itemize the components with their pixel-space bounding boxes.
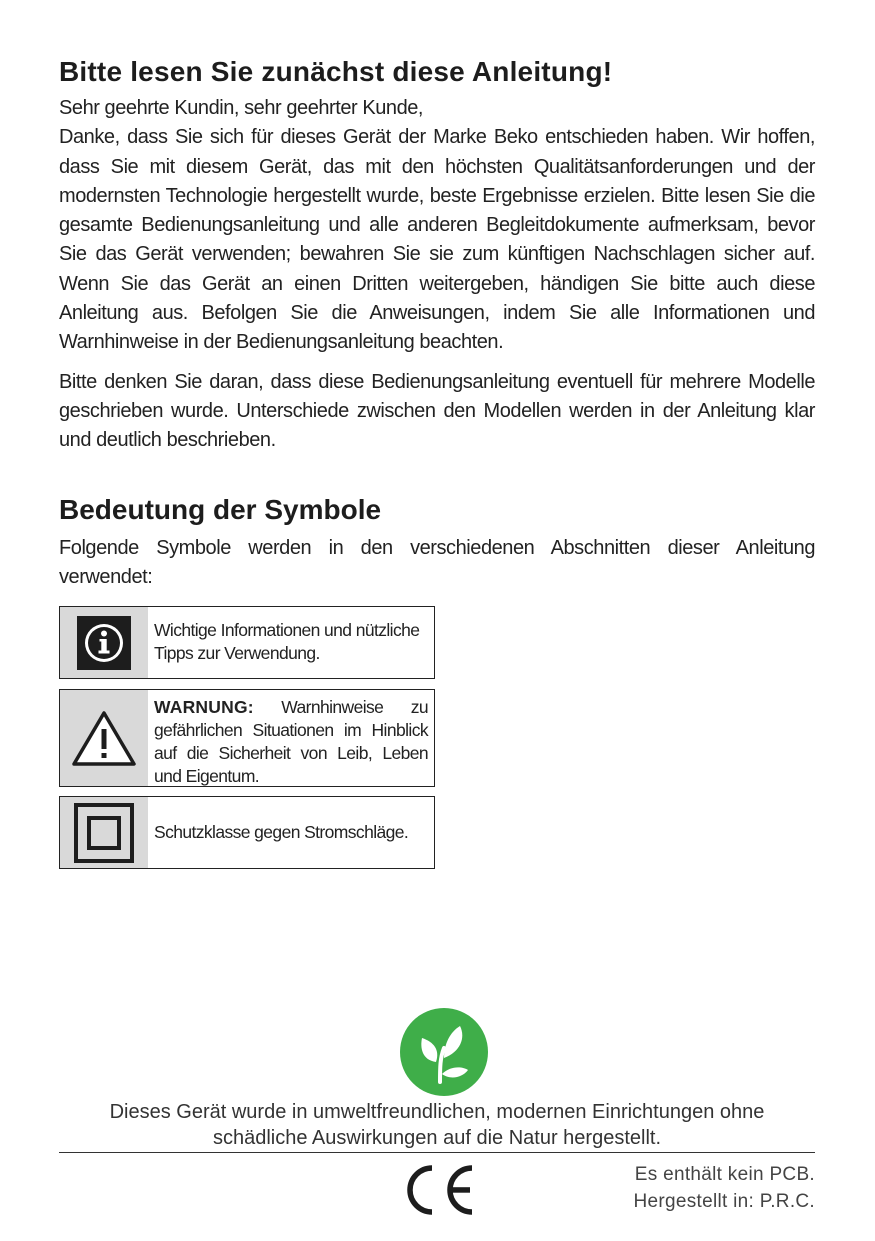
protection-text: Schutzklasse gegen Stromschläge. — [154, 822, 409, 843]
info-text: Wichtige Informationen und nützliche Tipps zur Verwendung. — [154, 620, 420, 664]
eco-text-line-1: Dieses Gerät wurde in umweltfreundlichen, modernen Einrichtungen ohne — [109, 1101, 765, 1123]
manual-page — [59, 52, 815, 869]
footer-divider — [59, 1152, 815, 1153]
symbol-info-box — [59, 606, 435, 679]
info-icon — [60, 607, 148, 678]
leaf-icon — [400, 1008, 488, 1096]
symbol-protection-box — [59, 796, 435, 869]
warning-icon — [60, 690, 148, 786]
eco-text-line-2: schädliche Auswirkungen auf die Natur hergestellt. — [212, 1127, 662, 1149]
pcb-note: Es enthält kein PCB. — [634, 1164, 815, 1185]
warning-label: WARNUNG: — [154, 697, 254, 718]
made-in: Hergestellt in: P.R.C. — [633, 1191, 815, 1212]
ce-mark — [398, 1162, 478, 1218]
intro-paragraph-1: Danke, dass Sie sich für dieses Gerät der Marke Beko entschieden haben. Wir hoffen, dass Sie mit diesem Gerät, das mit den höchsten Qualitätsanforderungen und der modernsten Technologie hergestellt wurde, beste Ergebnisse erzielen. Bitte lesen Sie die gesamte Bedienungsanleitung und alle anderen Begleitdokumente aufmerksam, bevor Sie das Gerät verwenden; bewahren Sie sie zum künftigen Nachschlagen sicher auf. Wenn Sie das Gerät an einen Dritten weitergeben, händigen Sie bitte auch diese Anleitung aus. Befolgen Sie die Anweisungen, indem Sie alle Informationen und Warnhinweise in der Bedienungsanleitung beachten. — [59, 126, 815, 354]
warning-text-block — [148, 690, 434, 786]
symbols-intro: Folgende Symbole werden in den verschiedenen Abschnitten dieser Anleitung verwendet: — [59, 536, 815, 588]
footer-notes — [633, 1161, 815, 1215]
intro-heading: Bitte lesen Sie zunächst diese Anleitung! — [59, 56, 613, 87]
protection-class-icon — [60, 797, 148, 868]
salutation: Sehr geehrte Kundin, sehr geehrter Kunde, — [59, 97, 424, 119]
symbols-heading: Bedeutung der Symbole — [59, 493, 382, 525]
warning-text: Warnhinweise zu gefährlichen Situationen im Hinblick auf die Sicherheit von Leib, Leben und Eigentum. — [154, 697, 428, 787]
svg-text:CE: CE — [398, 1162, 400, 1163]
symbol-warning-box — [59, 689, 435, 787]
eco-statement — [59, 1099, 815, 1151]
intro-paragraph-2: Bitte denken Sie daran, dass diese Bedienungsanleitung eventuell für mehrere Modelle geschrieben wurde. Unterschiede zwischen den Modellen werden in der Anleitung klar und deutlich beschrieben. — [59, 370, 815, 452]
